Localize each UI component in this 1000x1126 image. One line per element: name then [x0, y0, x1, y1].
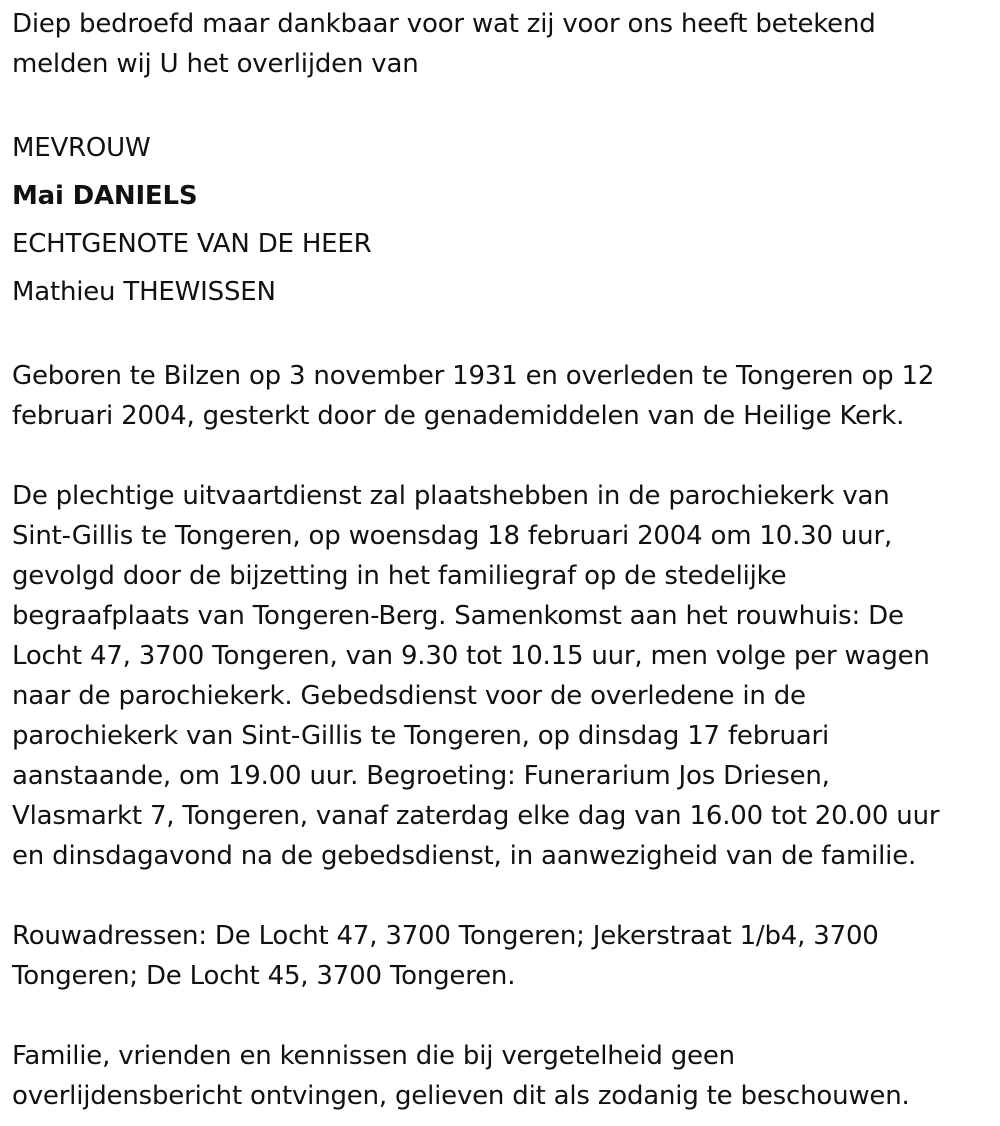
mourning-addresses-paragraph: Rouwadressen: De Locht 47, 3700 Tongeren; Jekerstraat 1/b4, 3700 Tongeren; De Locht 45, 3700 Tongeren.: [12, 921, 879, 991]
spouse-name: Mathieu THEWISSEN: [12, 277, 276, 307]
deceased-name: Mai DANIELS: [12, 181, 198, 211]
birth-death-paragraph: Geboren te Bilzen op 3 november 1931 en overleden te Tongeren op 12 februari 2004, gesterkt door de genademiddelen van de Heilige Kerk.: [12, 361, 935, 431]
funeral-details-paragraph: De plechtige uitvaartdienst zal plaatshebben in de parochiekerk van Sint-Gillis te Tongeren, op woensdag 18 februari 2004 om 10.30 uur, gevolgd door de bijzetting in het familiegraf op de stedelijke begraafplaats van Tongeren-Berg. Samenkomst aan het rouwhuis: De Locht 47, 3700 Tongeren, van 9.30 tot 10.15 uur, men volge per wagen naar de parochiekerk. Gebedsdienst voor de overledene in de parochiekerk van Sint-Gillis te Tongeren, op dinsdag 17 februari aanstaande, om 19.00 uur. Begroeting: Funerarium Jos Driesen, Vlasmarkt 7, Tongeren, vanaf zaterdag elke dag van 16.00 tot 20.00 uur en dinsdagavond na de gebedsdienst, in aanwezigheid van de familie.: [12, 481, 940, 871]
intro-text: Diep bedroefd maar dankbaar voor wat zij voor ons heeft betekend melden wij U het overlijden van: [12, 9, 876, 79]
salutation: MEVROUW: [12, 133, 151, 163]
name-block: [12, 124, 988, 316]
closing-note-paragraph: Familie, vrienden en kennissen die bij vergetelheid geen overlijdensbericht ontvingen, gelieven dit als zodanig te beschouwen.: [12, 1041, 910, 1111]
relation-label: ECHTGENOTE VAN DE HEER: [12, 229, 372, 259]
